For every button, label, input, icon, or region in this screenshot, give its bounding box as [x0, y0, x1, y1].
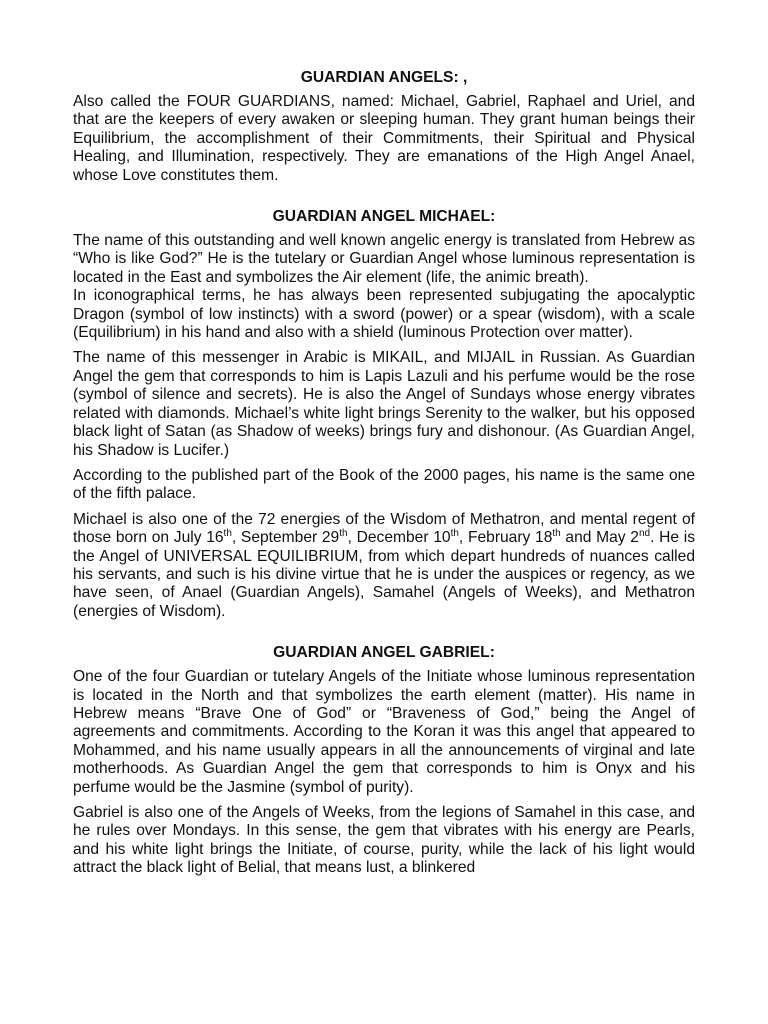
paragraph-gabriel-initiate: One of the four Guardian or tutelary Angels of the Initiate whose luminous representation is located in the North and that symbolizes the earth element (matter). His name in Hebrew means “Brave One of God” or “Braveness of God,” being the Angel of agreements and commitments. According to the Koran it was this angel that appeared to Mohammed, and his name usually appears in all the announcements of virginal and late motherhoods. As Guardian Angel the gem that corresponds to him is Onyx and his perfume would be the Jasmine (symbol of purity).	[73, 668, 695, 796]
superscript: th	[223, 528, 232, 540]
paragraph-gabriel-weeks: Gabriel is also one of the Angels of Weeks, from the legions of Samahel in this case, and he rules over Mondays. In this sense, the gem that vibrates with his energy are Pearls, and his white light brings the Initiate, of course, purity, while the lack of his light would attract the black light of Belial, that means lust, a blinkered	[73, 804, 695, 877]
text-span: , September 29	[231, 529, 340, 547]
superscript: th	[339, 528, 348, 540]
superscript: th	[552, 528, 561, 540]
document-page	[73, 68, 695, 878]
superscript: nd	[638, 528, 651, 540]
paragraph-michael-arabic: The name of this messenger in Arabic is MIKAIL, and MIJAIL in Russian. As Guardian Angel the gem that corresponds to him is Lapis Lazuli and his perfume would be the rose (symbol of silence and secrets). He is also the Angel of Sundays whose energy vibrates related with diamonds. Michael’s white light brings Serenity to the walker, but his opposed black light of Satan (as Shadow of weeks) brings fury and dishonour. (As Guardian Angel, his Shadow is Lucifer.)	[73, 349, 695, 459]
heading-guardian-angels: GUARDIAN ANGELS: ,	[300, 69, 468, 86]
text-span: and May 2	[560, 529, 639, 547]
paragraph-michael-methatron	[73, 511, 695, 621]
paragraph-michael-book: According to the published part of the Book of the 2000 pages, his name is the same one of the fifth palace.	[73, 466, 695, 503]
text-span: , December 10	[347, 529, 451, 547]
paragraph-michael-name: The name of this outstanding and well known angelic energy is translated from Hebrew as “Who is like God?” He is the tutelary or Guardian Angel whose luminous representation is located in the East and symbolizes the Air element (life, the animic breath).	[73, 232, 695, 286]
paragraph-four-guardians: Also called the FOUR GUARDIANS, named: Michael, Gabriel, Raphael and Uriel, and that are the keepers of every awaken or sleeping human. They grant human beings their Equilibrium, the accomplishment of their Commitments, their Spiritual and Physical Healing, and Illumination, respectively. They are emanations of the High Angel Anael, whose Love constitutes them.	[73, 93, 695, 184]
heading-guardian-angel-michael: GUARDIAN ANGEL MICHAEL:	[272, 208, 496, 226]
text-span: , February 18	[458, 529, 553, 547]
heading-guardian-angel-gabriel: GUARDIAN ANGEL GABRIEL:	[273, 644, 495, 662]
paragraph-michael-iconography: In iconographical terms, he has always been represented subjugating the apocalyptic Dragon (symbol of low instincts) with a sword (power) or a spear (wisdom), with a scale (Equilibrium) in his hand and also with a shield (luminous Protection over matter).	[73, 287, 695, 342]
text-span: . He is the Angel of UNIVERSAL EQUILIBRIUM, from which depart hundreds of nuances called his servants, and such is his divine virtue that he is under the auspices or regency, as we have seen, of Anael (Guardian Angels), Samahel (Angels of Weeks), and Methatron (energies of Wisdom).	[73, 529, 696, 620]
text-span: Michael is also one of the 72 energies of the Wisdom of Methatron, and mental regent of those born on July 16	[73, 510, 695, 547]
superscript: th	[450, 528, 459, 540]
